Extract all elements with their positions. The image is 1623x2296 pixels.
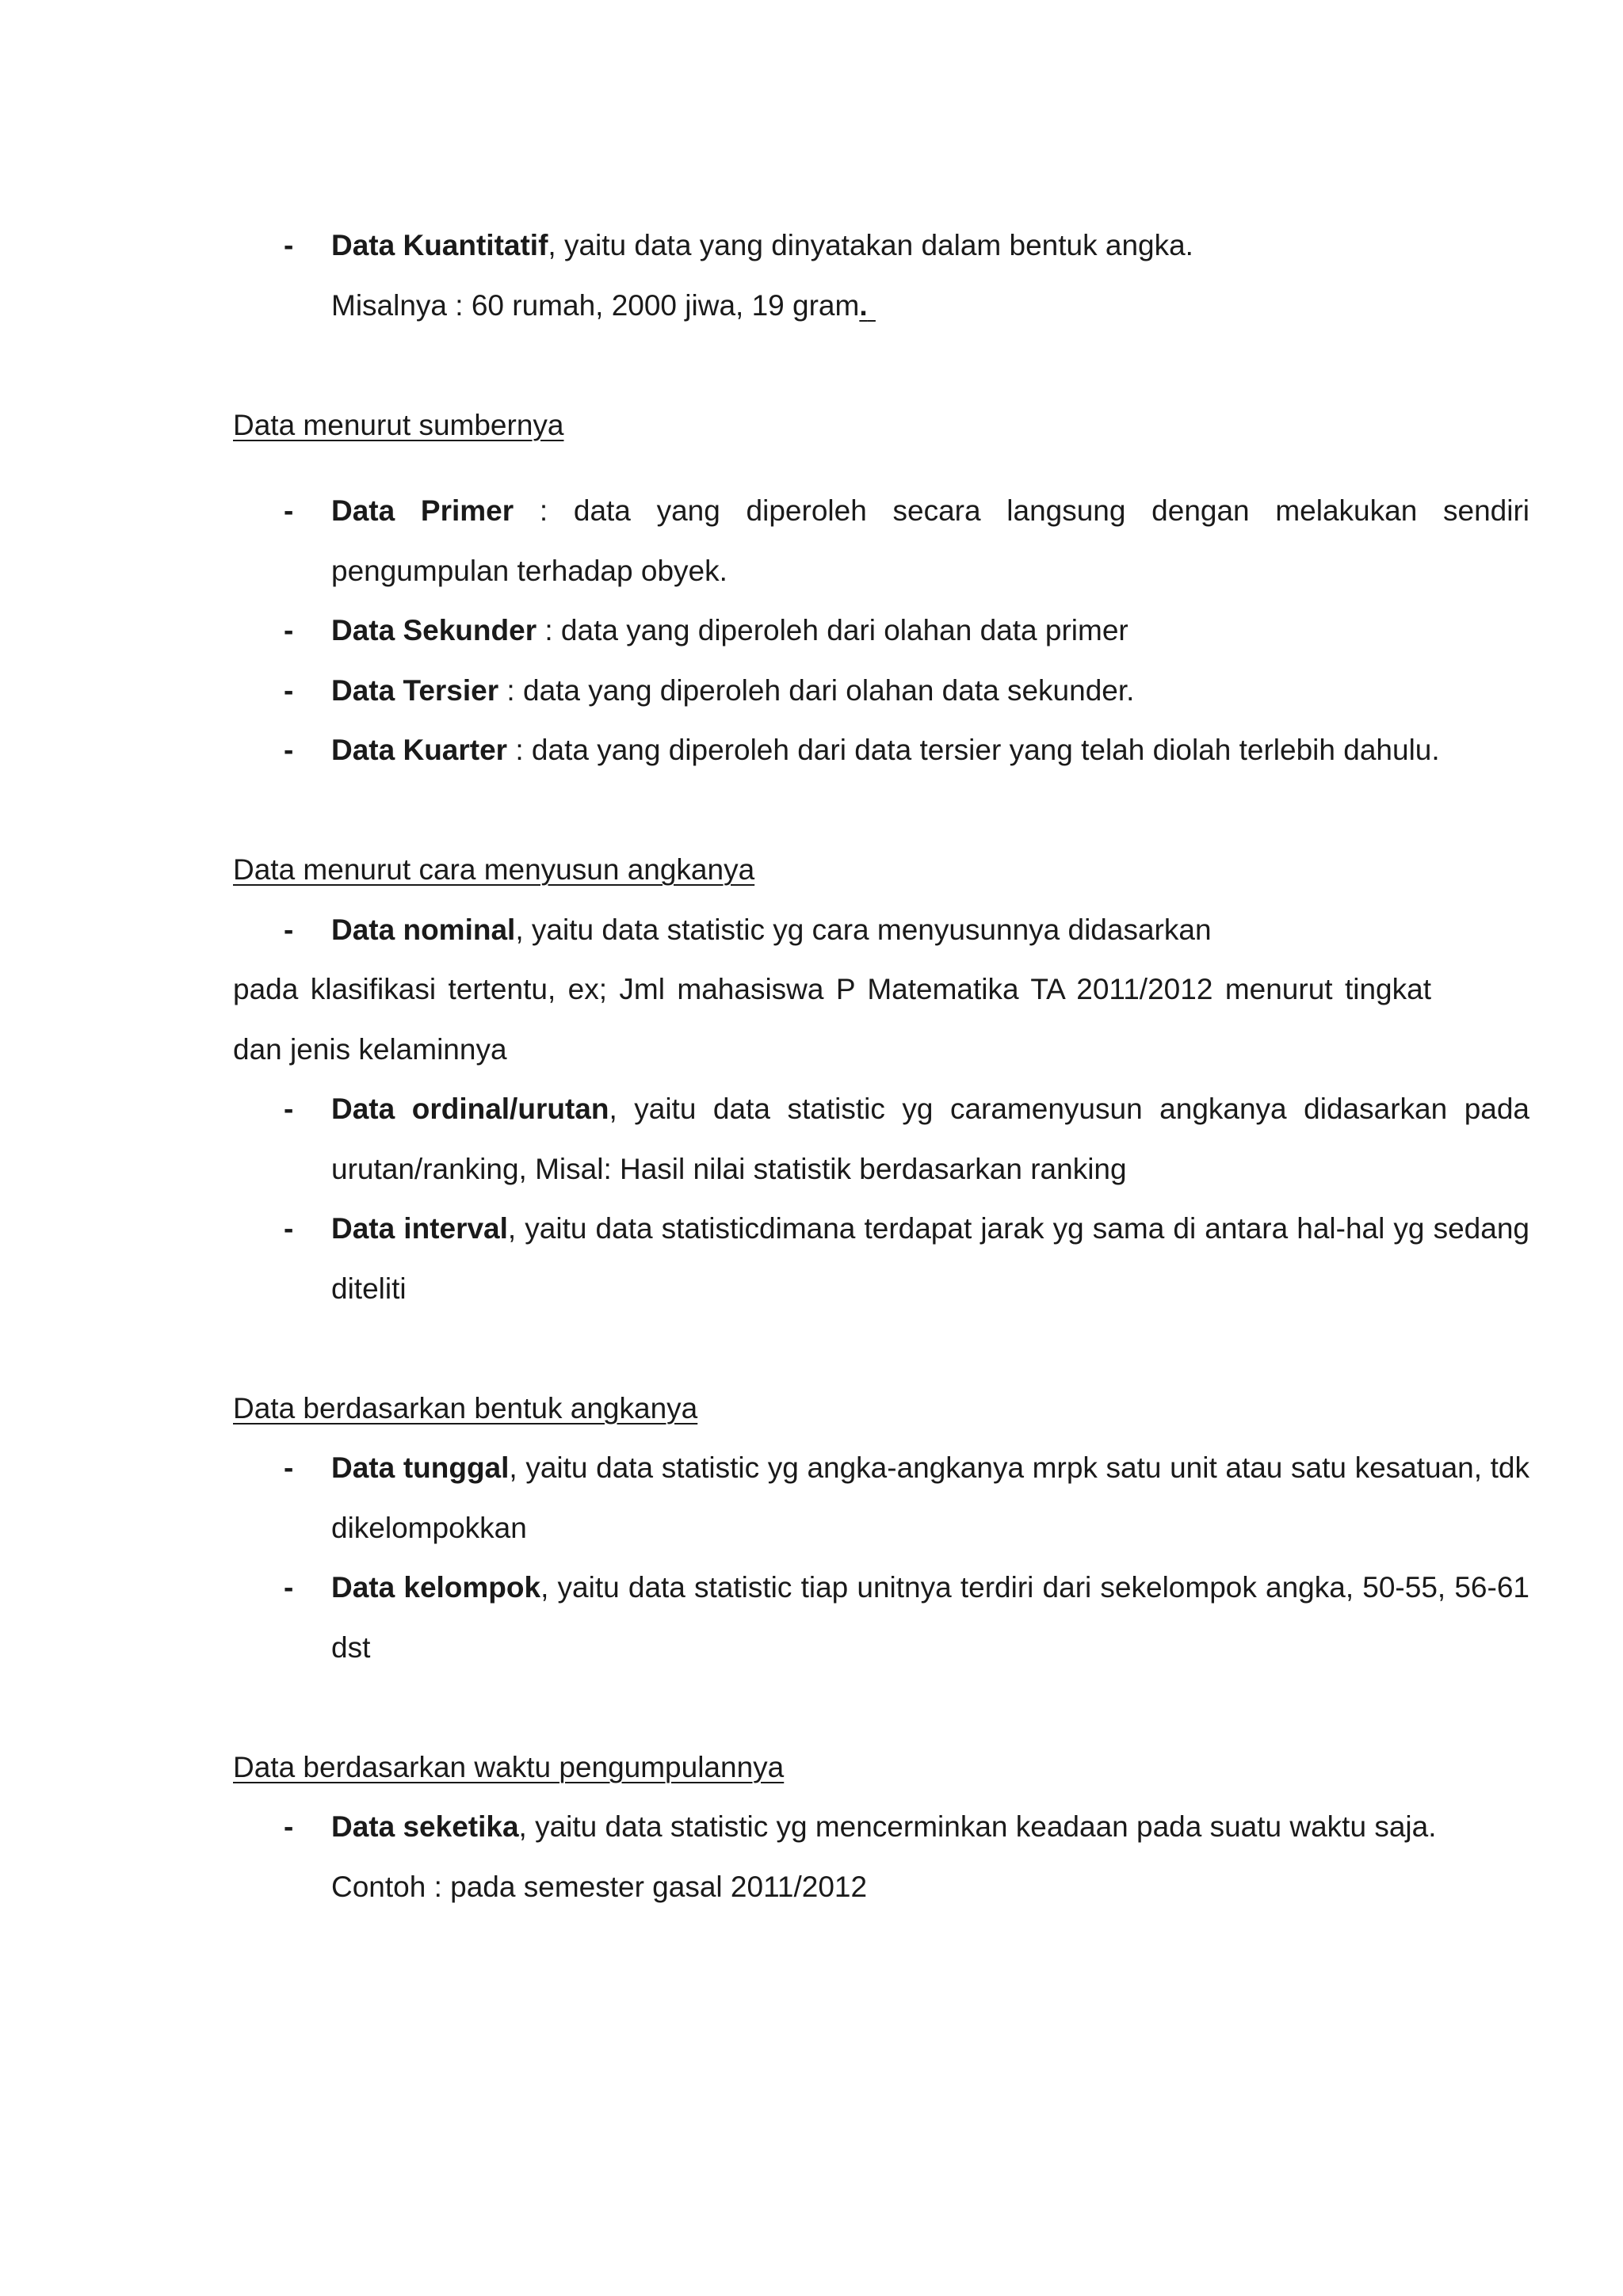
- continuation-text: pada klasifikasi tertentu, ex; Jml mahasiswa P Matematika TA 2011/2012 menurut tingkat dan jenis kelaminnya: [233, 973, 1431, 1066]
- term-label: Data Tersier: [331, 673, 499, 707]
- term-description: , yaitu data statistic yg angka-angkanya mrpk satu unit atau satu kesatuan, tdk dikelompokkan: [331, 1451, 1530, 1544]
- list-item-data-ordinal: [233, 1079, 1529, 1199]
- term-label: Data Sekunder: [331, 614, 537, 646]
- term-description: , yaitu data statistic tiap unitnya terdiri dari sekelompok angka, 50-55, 56-61 dst: [331, 1571, 1529, 1664]
- list-item-data-kuarter: [233, 720, 1529, 780]
- term-description: , yaitu data statisticdimana terdapat jarak yg sama di antara hal-hal yg sedang diteliti: [331, 1212, 1529, 1305]
- bullet-dash: -: [284, 614, 294, 646]
- term-label: Data interval: [331, 1212, 508, 1245]
- paragraph-gap: [233, 455, 1431, 481]
- list-item-data-primer: [233, 481, 1529, 601]
- list-item-data-tersier: [233, 661, 1529, 721]
- list-item-data-tunggal: [233, 1438, 1529, 1558]
- term-description: : data yang diperoleh dari olahan data primer: [537, 614, 1128, 646]
- list-item-data-kelompok: [233, 1558, 1529, 1677]
- term-description: , yaitu data statistic yg cara menyusunnya didasarkan: [515, 913, 1212, 946]
- example-period: .: [859, 288, 868, 322]
- bullet-dash: -: [284, 1451, 294, 1484]
- bullet-dash: -: [284, 913, 294, 946]
- paragraph-gap: [233, 1318, 1431, 1379]
- example-line: [233, 1857, 1529, 1917]
- bullet-dash: -: [284, 1571, 294, 1604]
- list-item-data-interval: [233, 1199, 1529, 1318]
- list-item-data-seketika: [233, 1797, 1529, 1857]
- example-text: Contoh : pada semester gasal 2011/2012: [331, 1870, 868, 1903]
- bullet-dash: -: [284, 1093, 294, 1125]
- term-label: Data Kuantitatif: [331, 229, 548, 261]
- term-description: : data yang diperoleh dari data tersier yang telah diolah terlebih dahulu.: [507, 734, 1440, 766]
- page-text: [233, 215, 1530, 1917]
- term-description: , yaitu data yang dinyatakan dalam bentuk angka.: [548, 229, 1193, 261]
- paragraph-gap: [233, 780, 1431, 841]
- section-heading-sumber: [233, 395, 1431, 456]
- term-label: Data tunggal: [331, 1451, 510, 1484]
- term-label: Data kelompok: [331, 1571, 541, 1604]
- term-label: Data ordinal/urutan: [331, 1093, 609, 1125]
- bullet-dash: -: [284, 494, 294, 527]
- term-description: : data yang diperoleh secara langsung dengan melakukan sendiri pengumpulan terhadap obyek.: [331, 494, 1529, 587]
- term-description: , yaitu data statistic yg caramenyusun angkanya didasarkan pada urutan/ranking, Misal: Hasil nilai statistik berdasarkan ranking: [331, 1093, 1530, 1185]
- example-trailing-underline: [868, 289, 876, 322]
- term-label: Data Kuarter: [331, 734, 508, 766]
- paragraph-gap: [233, 335, 1431, 395]
- term-description: , yaitu data statistic yg mencerminkan keadaan pada suatu waktu saja.: [518, 1810, 1437, 1843]
- bullet-dash: -: [284, 673, 294, 707]
- bullet-dash: -: [284, 1212, 294, 1245]
- nominal-continuation: [233, 959, 1431, 1079]
- example-text: Misalnya : 60 rumah, 2000 jiwa, 19 gram: [331, 288, 860, 322]
- section-heading-text: Data menurut cara menyusun angkanya: [233, 853, 755, 886]
- section-heading-text: Data menurut sumbernya: [233, 408, 564, 441]
- term-label: Data Primer: [331, 494, 514, 527]
- section-heading-text: Data berdasarkan waktu pengumpulannya: [233, 1750, 785, 1783]
- example-line: [233, 276, 1529, 336]
- section-heading-bentuk: [233, 1379, 1431, 1439]
- bullet-dash: -: [284, 229, 294, 261]
- bullet-dash: -: [284, 1810, 294, 1843]
- list-item-data-sekunder: [233, 601, 1529, 661]
- bullet-dash: -: [284, 734, 294, 766]
- term-description: : data yang diperoleh dari olahan data sekunder.: [498, 673, 1135, 707]
- section-heading-text: Data berdasarkan bentuk angkanya: [233, 1391, 698, 1425]
- list-item-data-nominal: [233, 900, 1529, 960]
- list-item-data-kuantitatif: [233, 215, 1529, 276]
- section-heading-susun: [233, 840, 1431, 900]
- term-label: Data nominal: [331, 913, 516, 946]
- paragraph-gap: [233, 1677, 1431, 1737]
- section-heading-waktu: [233, 1737, 1431, 1798]
- term-label: Data seketika: [331, 1810, 519, 1843]
